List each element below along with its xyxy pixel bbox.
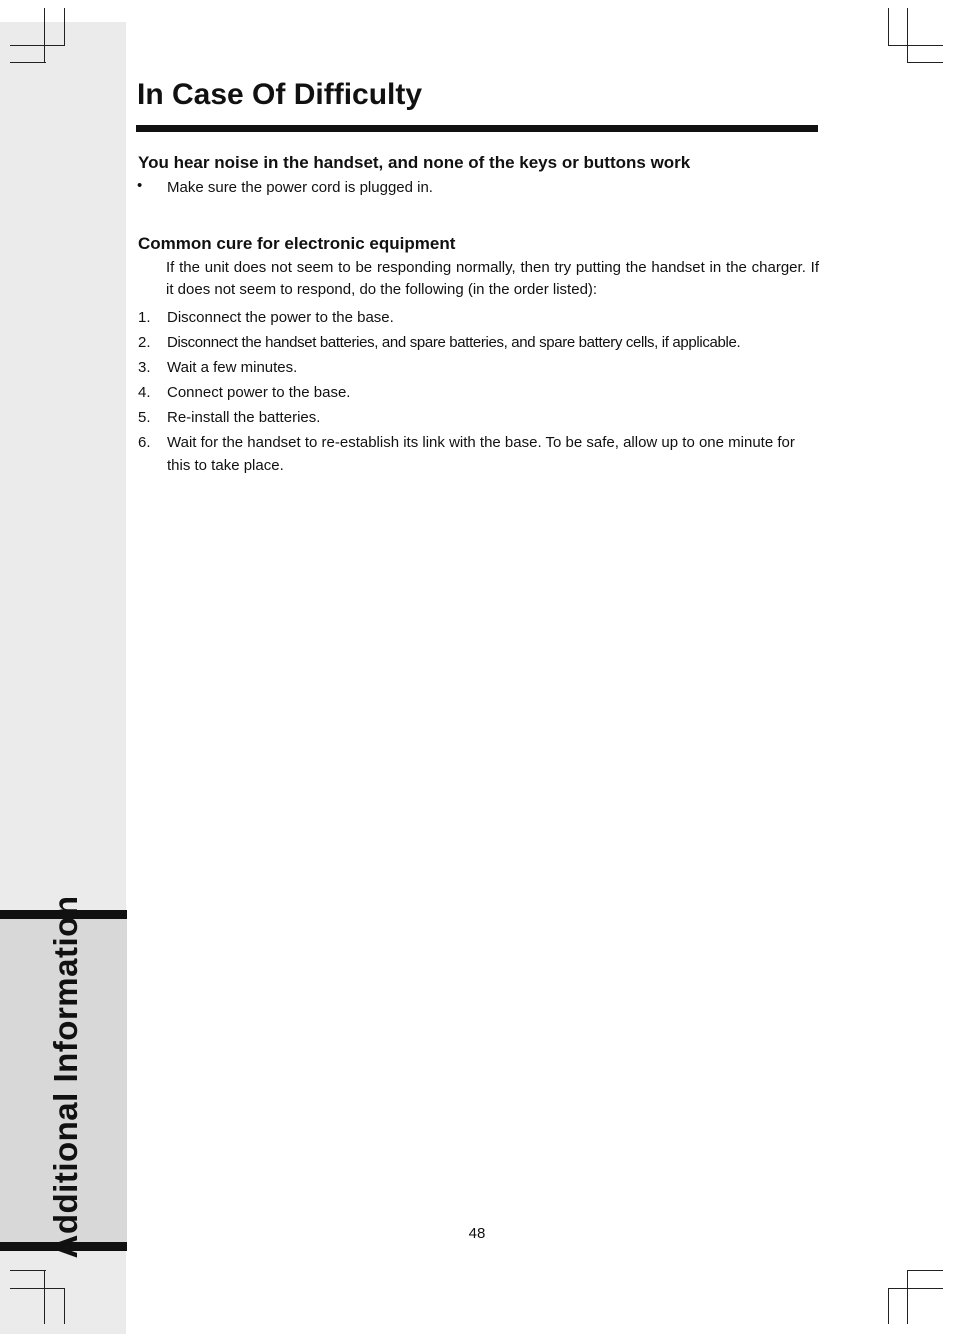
page-number: 48 bbox=[468, 1225, 486, 1242]
list-item bbox=[138, 431, 807, 477]
list-item bbox=[138, 381, 828, 404]
step-number: 1. bbox=[138, 309, 151, 326]
section-heading-noise: You hear noise in the handset, and none of the keys or buttons work bbox=[138, 153, 691, 172]
list-item bbox=[138, 331, 828, 354]
page-title: In Case Of Difficulty bbox=[137, 78, 423, 111]
side-tab-label: Additional Information bbox=[47, 895, 84, 1259]
step-text: Disconnect the power to the base. bbox=[167, 309, 394, 326]
step-number: 4. bbox=[138, 384, 151, 401]
intro-paragraph: If the unit does not seem to be responding normally, then try putting the handset in the charger. If it does not seem to respond, do the following (in the order listed): bbox=[166, 259, 819, 298]
step-number: 6. bbox=[138, 434, 151, 451]
step-text: Wait for the handset to re-establish its link with the base. To be safe, allow up to one minute for this to take place. bbox=[167, 434, 795, 474]
section-heading-common-cure: Common cure for electronic equipment bbox=[138, 234, 456, 253]
step-text: Wait a few minutes. bbox=[167, 359, 298, 376]
bullet-text: Make sure the power cord is plugged in. bbox=[167, 179, 433, 196]
steps-list bbox=[138, 306, 828, 479]
bullet-mark: • bbox=[137, 177, 143, 194]
title-rule bbox=[136, 125, 818, 132]
step-number: 3. bbox=[138, 359, 151, 376]
step-text: Connect power to the base. bbox=[167, 384, 351, 401]
list-item bbox=[138, 406, 828, 429]
list-item bbox=[138, 306, 828, 329]
step-text: Disconnect the handset batteries, and spare batteries, and spare battery cells, if applicable. bbox=[167, 334, 741, 351]
list-item bbox=[138, 356, 828, 379]
step-number: 2. bbox=[138, 334, 151, 351]
step-number: 5. bbox=[138, 409, 151, 426]
step-text: Re-install the batteries. bbox=[167, 409, 321, 426]
